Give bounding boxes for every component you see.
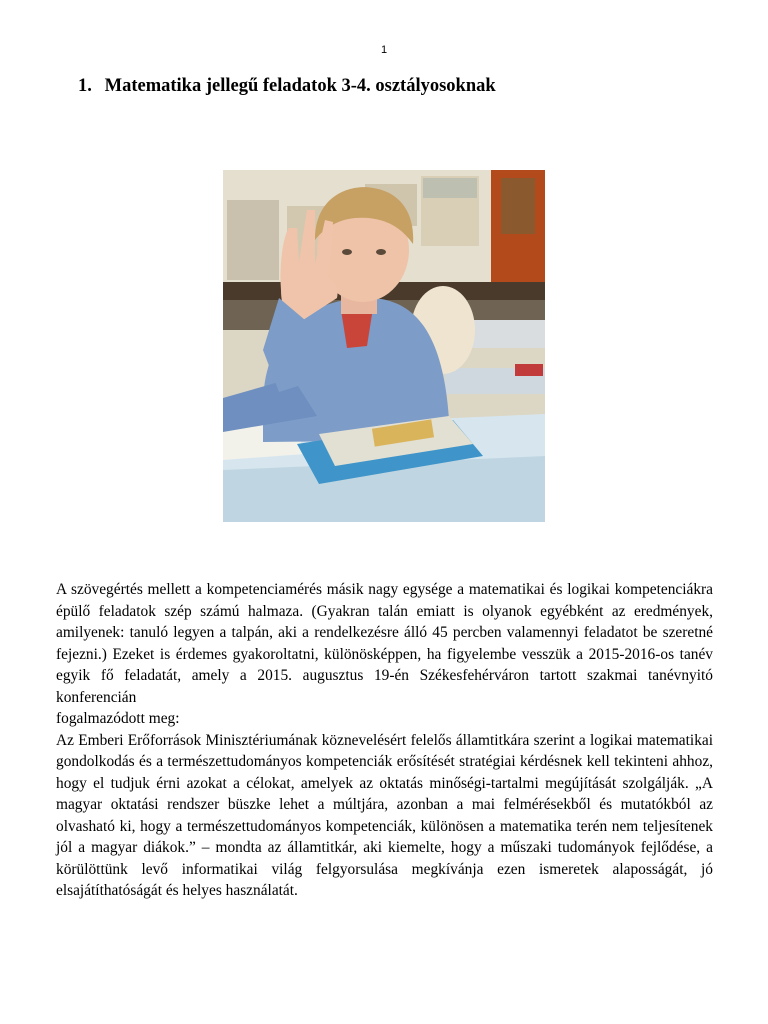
page-number: 1 <box>380 44 388 56</box>
classroom-photo <box>223 170 545 522</box>
paragraph-intro-end: fogalmazódott meg: <box>56 710 180 727</box>
paragraph-intro: A szövegértés mellett a kompetenciamérés másik nagy egysége a matematikai és logikai kompetenciákra épülő feladatok szép számú halmaza. (Gyakran talán emiatt is olyanok egyébként az eredmények, amilyenek: tanuló legyen a talpán, aki a rendelkezésre álló 45 percben valamennyi feladatot be szeretné fejezni.) Ezeket is érdemes gyakoroltatni, különösképpen, ha figyelembe vesszük a 2015-2016-os tanév egyik fő feladatát, amely a 2015. augusztus 19-én Székesfehérváron tartott szakmai tanévnyitó konferencián <box>56 581 713 706</box>
photo-child-classroom-icon <box>223 170 545 522</box>
heading-text: Matematika jellegű feladatok 3-4. osztályosoknak <box>104 76 496 96</box>
paragraph-quote: Az Emberi Erőforrások Minisztériumának köznevelésért felelős államtitkára szerint a logikai matematikai gondolkodás és a természettudományos kompetenciák erősítését stratégiai kérdésnek kell tekinteni ahhoz, hogy el tudjuk érni azokat a célokat, amelyek az oktatás minőségi-tartalmi megújítását szolgálják. „A magyar oktatási rendszer büszke lehet a múltjára, azonban a mai felmérésekből és mutatókból az olvasható ki, hogy a természettudományos kompetenciák, különösen a matematika terén nem teljesítenek jól a magyar diákok.” – mondta az államtitkár, aki kiemelte, hogy a műszaki tudományok fejlődése, a körülöttünk levő informatikai világ felgyorsulása megkívánja ezen ismeretek alaposságát, jó elsajátíthatóságát és helyes használatát. <box>56 731 713 899</box>
body-text <box>56 579 713 902</box>
heading-number: 1. <box>78 76 92 96</box>
section-heading <box>78 76 496 97</box>
